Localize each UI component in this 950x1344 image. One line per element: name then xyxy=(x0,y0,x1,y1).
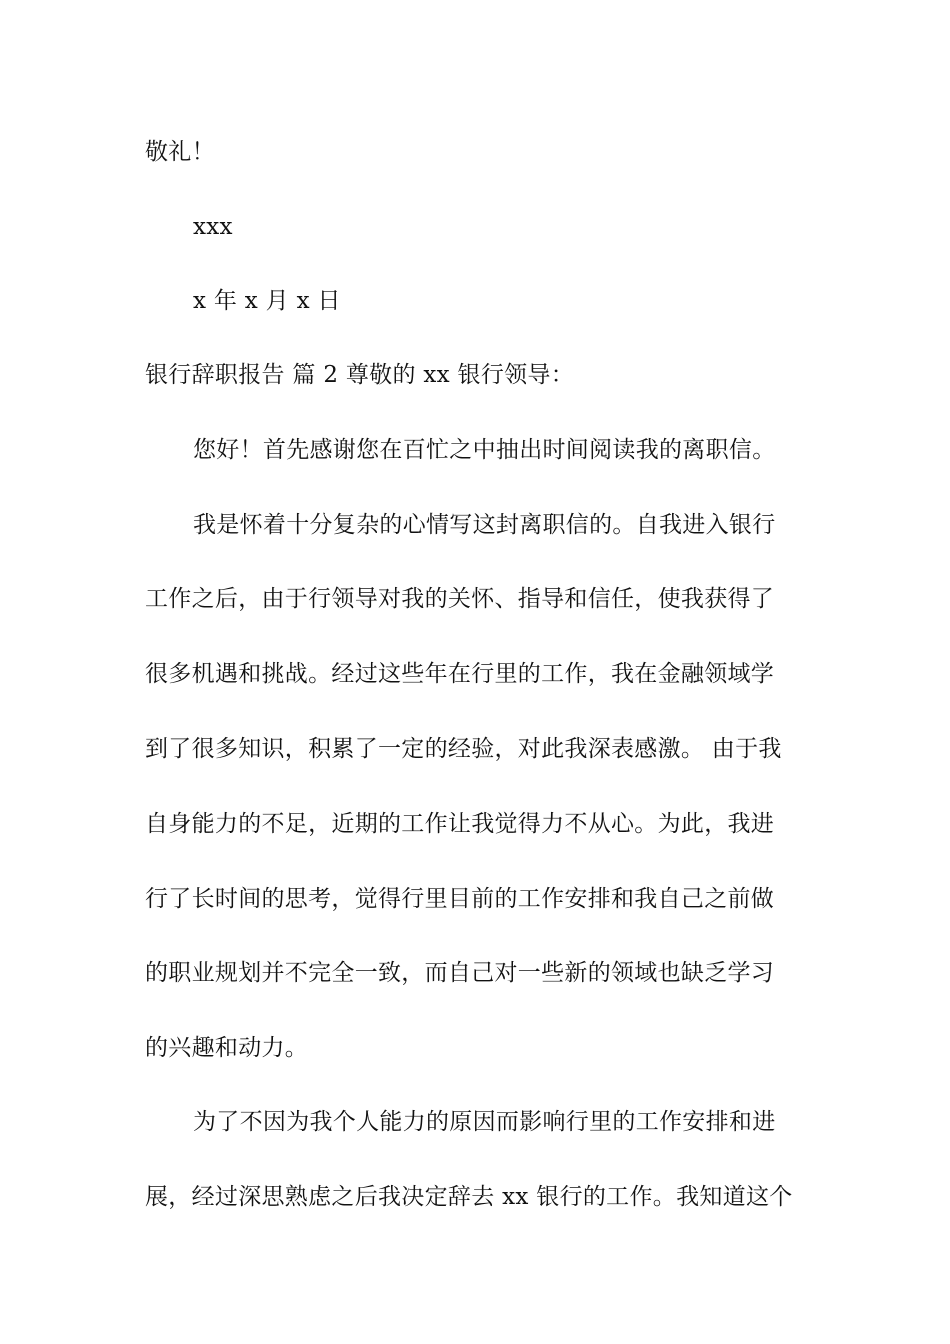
paragraph-line: 工作之后，由于行领导对我的关怀、指导和信任，使我获得了 xyxy=(145,586,775,612)
paragraph-line: 为了不因为我个人能力的原因而影响行里的工作安排和进 xyxy=(193,1109,776,1135)
paragraph-line: 很多机遇和挑战。经过这些年在行里的工作，我在金融领域学 xyxy=(145,661,775,687)
paragraph-line: 的兴趣和动力。 xyxy=(145,1035,309,1061)
paragraph-line: 自身能力的不足，近期的工作让我觉得力不从心。为此，我进 xyxy=(145,811,775,837)
paragraph-line: 展，经过深思熟虑之后我决定辞去 xx 银行的工作。我知道这个 xyxy=(145,1184,793,1210)
signature-date: x 年 x 月 x 日 xyxy=(193,288,341,314)
section-heading: 银行辞职报告 篇 2 尊敬的 xx 银行领导： xyxy=(145,362,575,388)
signature-name: xxx xyxy=(193,214,233,240)
paragraph-line: 行了长时间的思考，觉得行里目前的工作安排和我自己之前做 xyxy=(145,886,775,912)
closing-salutation: 敬礼！ xyxy=(145,139,215,165)
paragraph-line: 的职业规划并不完全一致，而自己对一些新的领域也缺乏学习 xyxy=(145,960,775,986)
paragraph-line: 我是怀着十分复杂的心情写这封离职信的。自我进入银行 xyxy=(193,512,776,538)
greeting-line: 您好！首先感谢您在百忙之中抽出时间阅读我的离职信。 xyxy=(193,437,776,463)
paragraph-line: 到了很多知识，积累了一定的经验，对此我深表感激。 由于我 xyxy=(145,736,782,762)
